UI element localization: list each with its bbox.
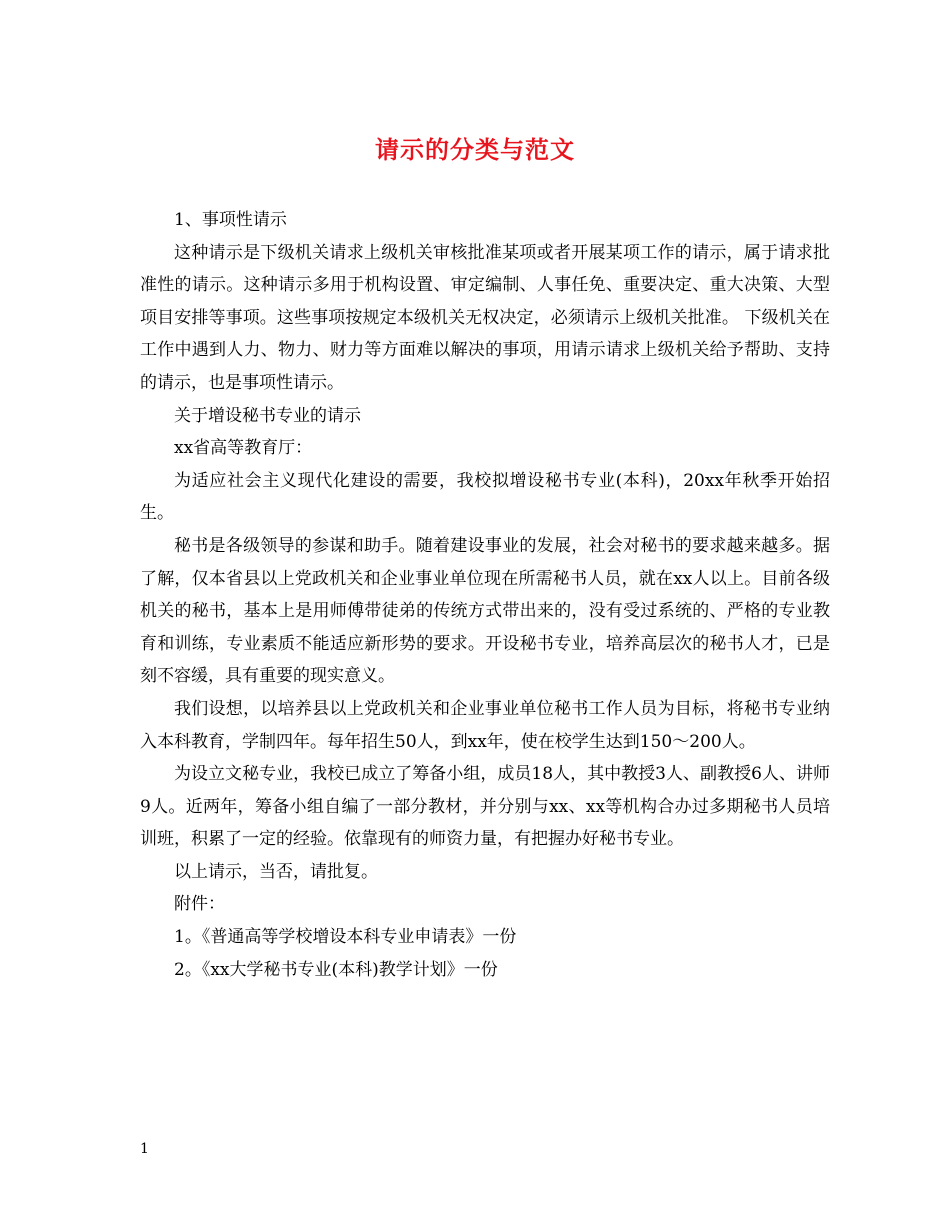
paragraph-plan: 我们设想，以培养县以上党政机关和企业事业单位秘书工作人员为目标，将秘书专业纳入本科教育，学制四年。每年招生50人，到xx年，使在校学生达到150～200人。	[140, 698, 830, 752]
paragraph-definition: 这种请示是下级机关请求上级机关审核批准某项或者开展某项工作的请示，属于请求批准性的请示。这种请示多用于机构设置、审定编制、人事任免、重要决定、重大决策、大型项目安排等事项。这些事项按规定本级机关无权决定，必须请示上级机关批准。 下级机关在工作中遇到人力、物力、财力等方面难以解决的事项，用请示请求上级机关给予帮助、支持的请示，也是事项性请示。	[140, 242, 830, 393]
paragraph-background: 秘书是各级领导的参谋和助手。随着建设事业的发展，社会对秘书的要求越来越多。据了解，仅本省县以上党政机关和企业事业单位现在所需秘书人员，就在xx人以上。目前各级机关的秘书，基本上是用师傅带徒弟的传统方式带出来的，没有受过系统的、严格的专业教育和训练，专业素质不能适应新形势的要求。开设秘书专业，培养高层次的秘书人才，已是刻不容缓，具有重要的现实意义。	[140, 535, 830, 687]
section-heading: 1、事项性请示	[174, 210, 287, 230]
paragraph-preparation: 为设立文秘专业，我校已成立了筹备小组，成员18人，其中教授3人、副教授6人、讲师9人。近两年，筹备小组自编了一部分教材，并分别与xx、xx等机构合办过多期秘书人员培训班，积累了一定的经验。依靠现有的师资力量，有把握办好秘书专业。	[140, 764, 830, 850]
attachment-item: 2。《xx大学秘书专业(本科)教学计划》一份	[174, 959, 498, 980]
closing-request: 以上请示，当否，请批复。	[174, 861, 378, 882]
page-number: 1	[140, 1141, 149, 1157]
document-title: 请示的分类与范文	[375, 135, 575, 164]
paragraph-purpose: 为适应社会主义现代化建设的需要，我校拟增设秘书专业(本科)，20xx年秋季开始招生。	[140, 470, 830, 524]
attachments-label: 附件：	[174, 894, 225, 915]
recipient-line: xx省高等教育厅：	[174, 438, 313, 459]
example-title: 关于增设秘书专业的请示	[174, 405, 361, 426]
document-body	[140, 204, 830, 986]
attachment-item: 1。《普通高等学校增设本科专业申请表》一份	[174, 927, 517, 948]
